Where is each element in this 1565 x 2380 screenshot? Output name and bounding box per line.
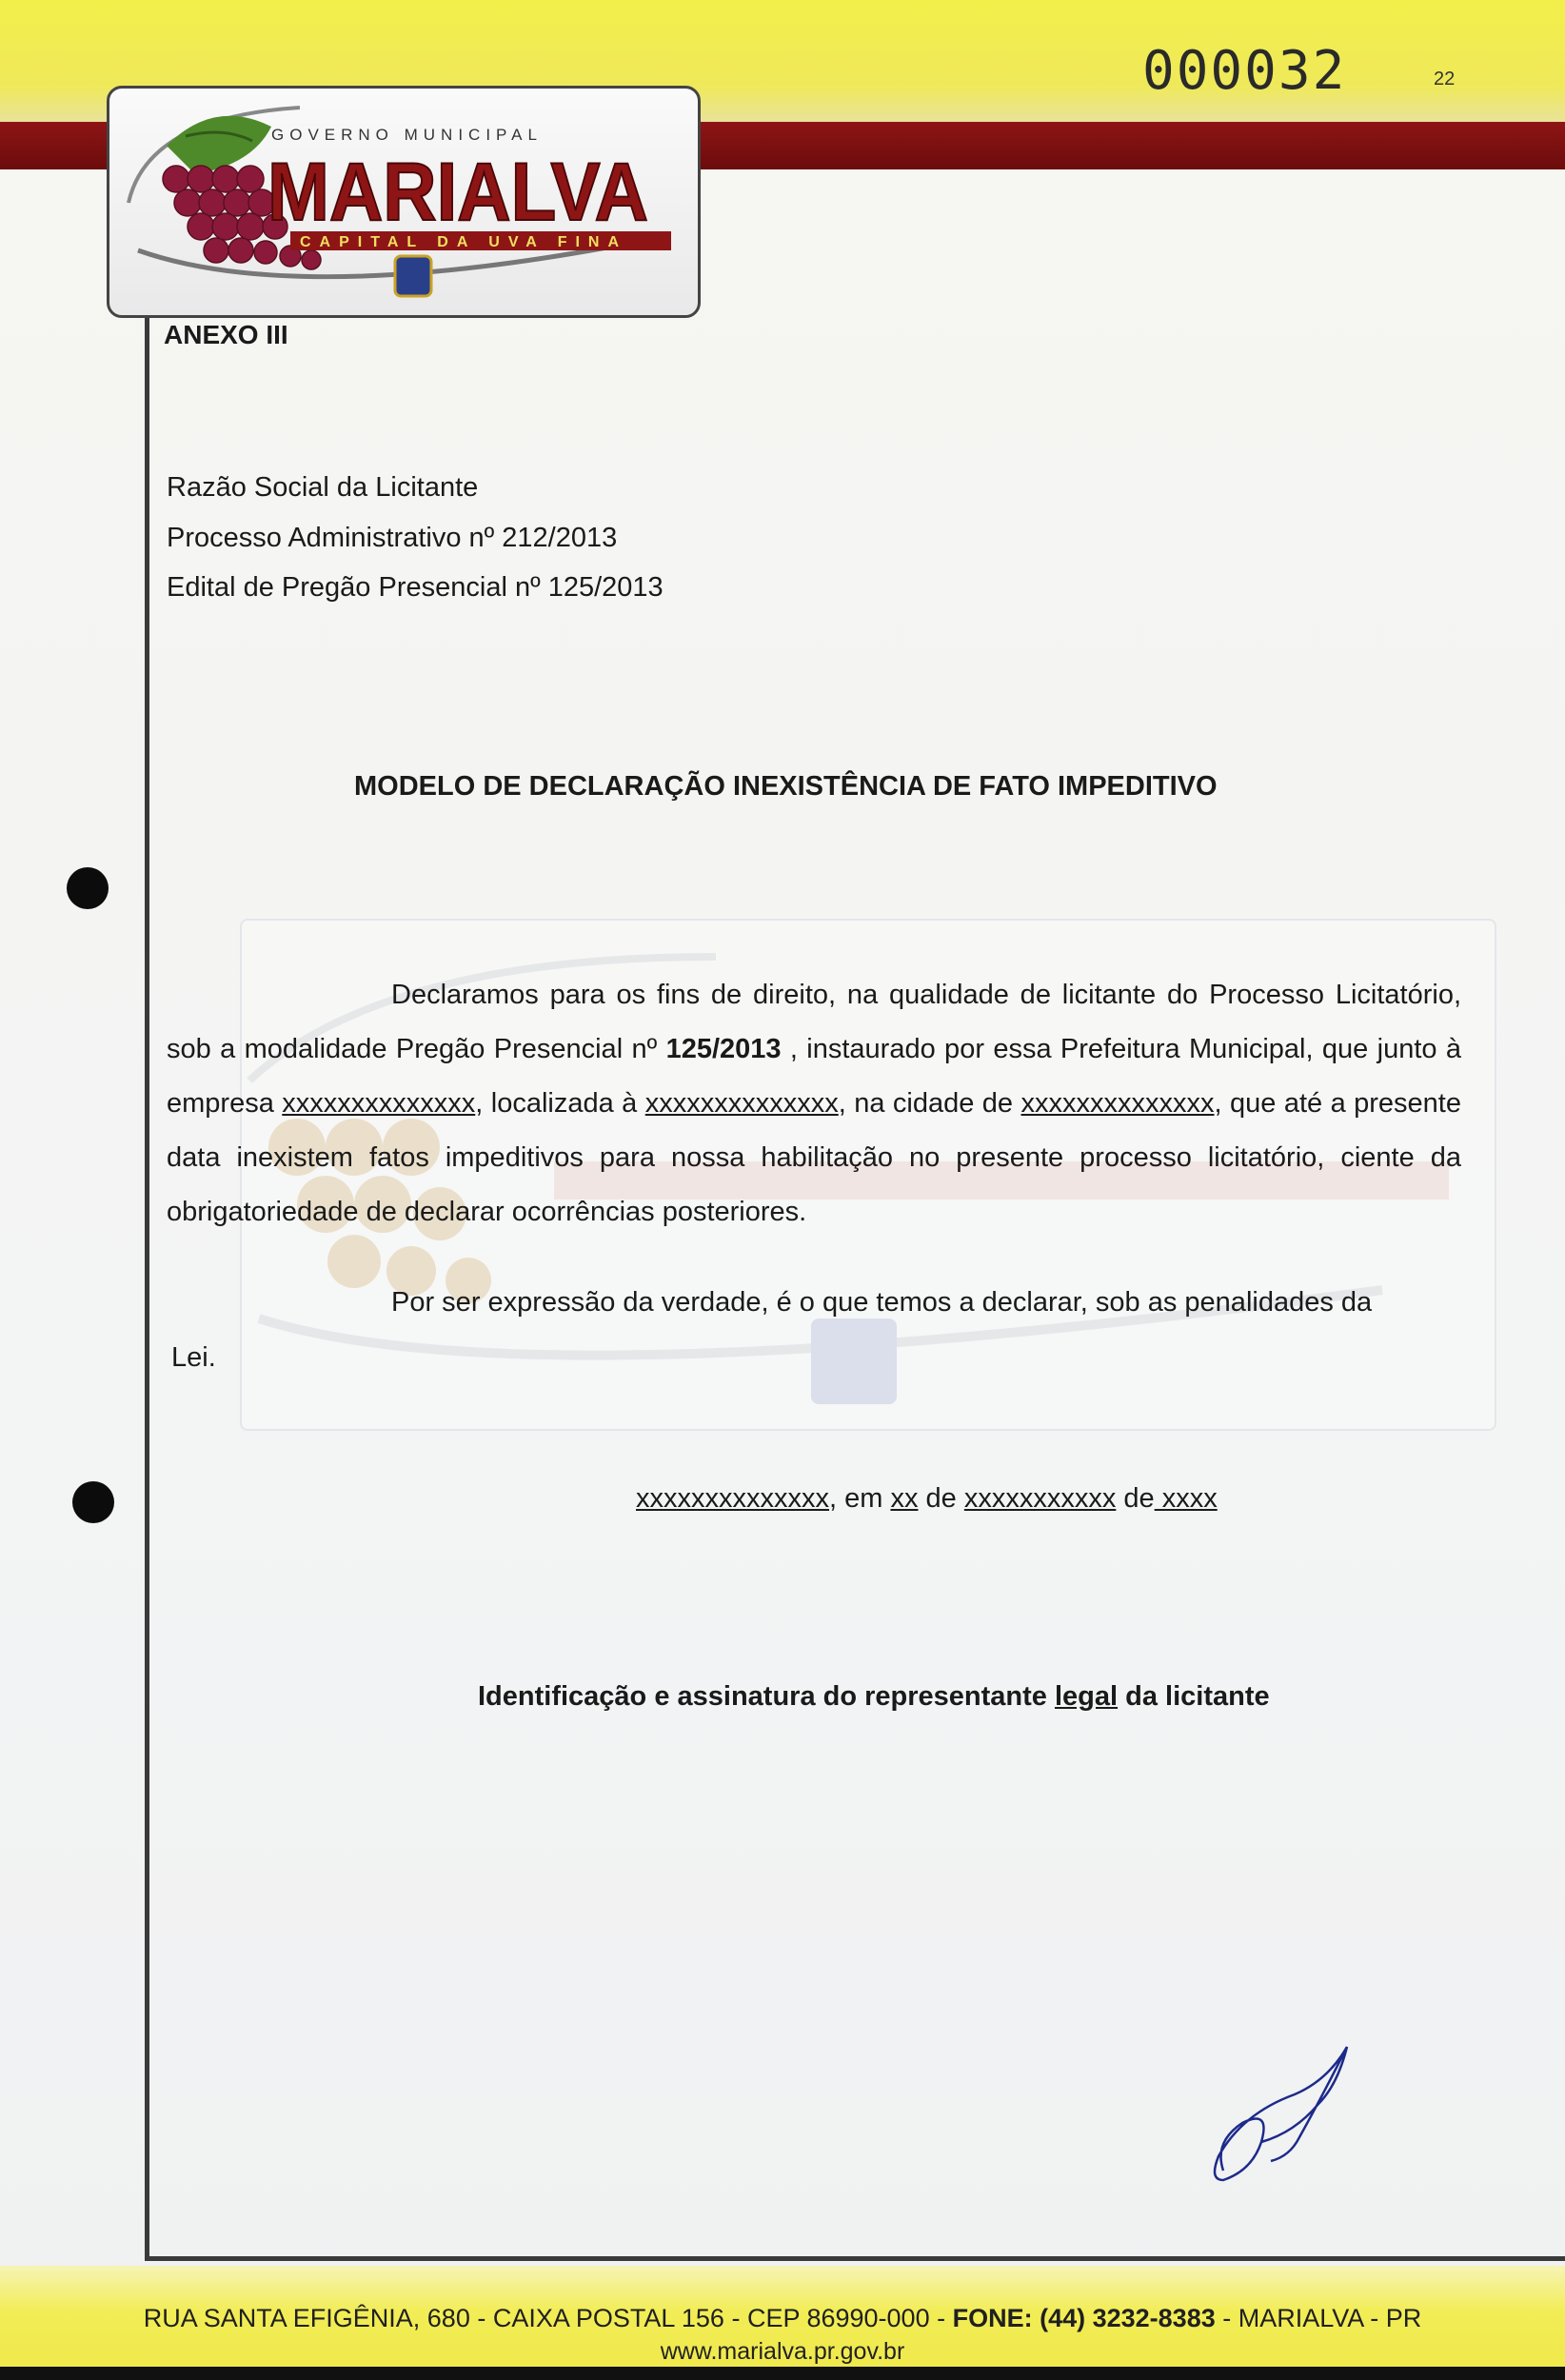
truth-paragraph: Por ser expressão da verdade, é o que temos a declarar, sob as penalidades da: [391, 1287, 1373, 1318]
city-placeholder: xxxxxxxxxxxxxx: [1020, 1088, 1215, 1119]
footer-address: RUA SANTA EFIGÊNIA, 680 - CAIXA POSTAL 156 - CEP 86990-000 - FONE: (44) 3232-8383 - MARIALVA - PR: [143, 2304, 1422, 2332]
signature-caption: Identificação e assinatura do representante legal da licitante: [478, 1681, 1270, 1712]
municipal-logo: [107, 86, 701, 318]
svg-text:MARIALVA: MARIALVA: [267, 147, 648, 238]
page-number: 22: [1434, 69, 1456, 89]
binder-hole-icon: [72, 1481, 114, 1523]
date-line: xxxxxxxxxxxxxx, em xx de xxxxxxxxxxx de xxxx: [636, 1483, 1218, 1514]
left-frame-line: [145, 318, 149, 2260]
field-edital-number: Edital de Pregão Presencial nº 125/2013: [167, 572, 664, 603]
document-title: MODELO DE DECLARAÇÃO INEXISTÊNCIA DE FATO IMPEDITIVO: [354, 771, 1218, 802]
address-placeholder: xxxxxxxxxxxxxx: [644, 1088, 839, 1119]
field-process-number: Processo Administrativo nº 212/2013: [167, 523, 618, 553]
company-placeholder: xxxxxxxxxxxxxx: [282, 1088, 476, 1119]
declaration-paragraph: Declaramos para os fins de direito, na qualidade de licitante do Processo Licitatório, sob a modalidade Pregão Presencial nº 125/2013 , instaurado por essa Prefeitura Municipal, que junto à empresa xxxxxxxxxxxxxx, localizada à xxxxxxxxxxxxxx, na cidade de xxxxxxxxxxxxxx, que até a presente data inexistem fatos impeditivos para nossa habilitação no presente processo licitatório, ciente da obrigatoriedade de declarar ocorrências posteriores.: [167, 980, 1462, 1227]
truth-paragraph-end: Lei.: [171, 1342, 216, 1373]
svg-text:GOVERNO MUNICIPAL: GOVERNO MUNICIPAL: [271, 126, 543, 144]
bottom-frame-line: [145, 2256, 1565, 2261]
footer-website: www.marialva.pr.gov.br: [660, 2338, 905, 2365]
binder-hole-icon: [67, 867, 109, 909]
document-number: 000032: [1142, 40, 1347, 102]
annex-heading: ANEXO III: [164, 320, 288, 349]
svg-text:CAPITAL DA UVA FINA: CAPITAL DA UVA FINA: [300, 234, 628, 250]
field-company-name: Razão Social da Licitante: [167, 472, 479, 503]
handwritten-signature-icon: [1204, 2037, 1366, 2199]
grape-logo-icon: [109, 89, 698, 315]
footer-black-edge: [0, 2367, 1565, 2380]
